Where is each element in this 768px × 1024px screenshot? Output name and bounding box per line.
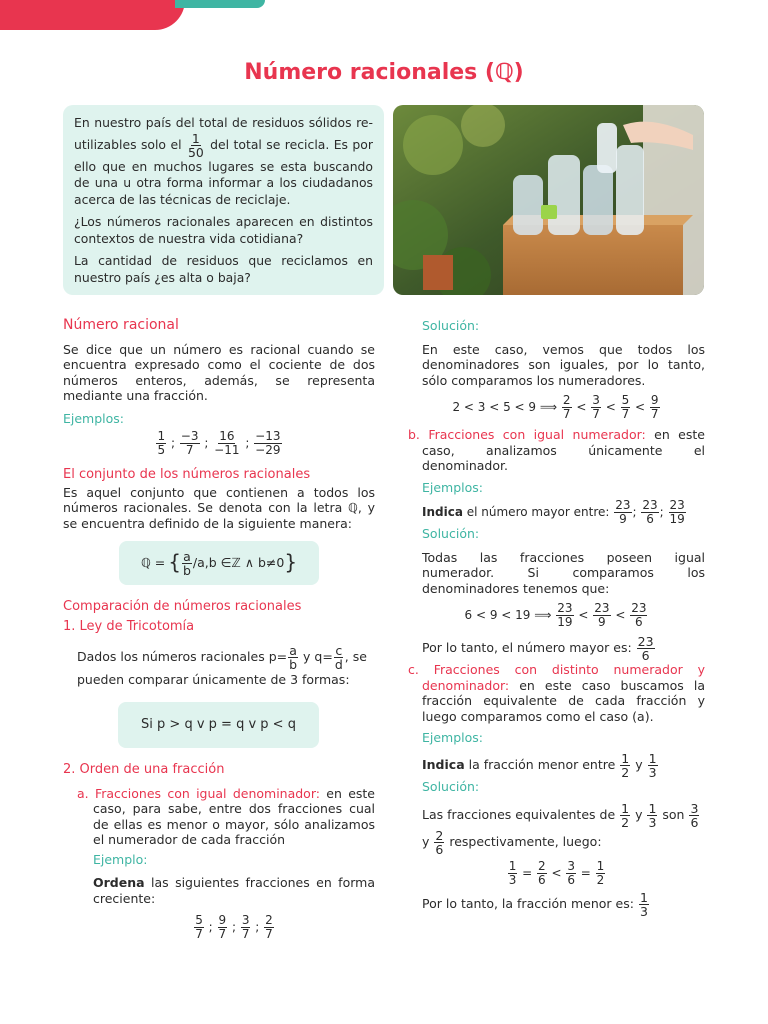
ordena-text: Ordena las siguientes fracciones en forma creciente: [93,875,375,906]
heading-orden-fraccion: 2. Orden de una fracción [63,762,225,777]
fraction: $\frac{9}{7}$ [218,913,227,941]
final-equation: $\frac{1}{3}$ = $\frac{2}{6}$ < $\frac{3}{6}$ = $\frac{1}{2}$ [508,859,605,887]
heading-comparacion: Comparación de números racionales [63,599,302,614]
ordena-fractions: $\frac{5}{7}$ ; $\frac{9}{7}$ ; $\frac{3}{7}$ ; $\frac{2}{7}$ [195,913,273,941]
intro-paragraph-1: En nuestro país del total de residuos sólidos re-utilizables solo el $\frac{1}{50}$ del total se recicla. Es por ello que en muchos lugares se esta buscando de una u otra forma informar a los ciudadanos acerca de las técnicas de reciclaje. [74,115,373,207]
definition-text: Se dice que un número es racional cuando se encuentra expresado como el cociente de dos números enteros, además, se representa mediante una fracción. [63,341,375,403]
fraction: $\frac{1}{3}$ [648,750,657,780]
fraction: $\frac{1}{2}$ [596,859,605,887]
tricotomia-box: Si p > q v p = q v p < q [118,702,319,748]
equivalent-text: Las fracciones equivalentes de $\frac{1}{2}$ y $\frac{1}{3}$ son $\frac{3}{6}$ y $\frac{2}{6}$ respectivamente, luego: [422,801,699,857]
item-a: a. Fracciones con igual denominador: en este caso, para sabe, entre dos fracciones cual de ellas es menor o mayor, sólo analizamos el numerador de cada fracción [77,785,375,847]
heading-conjunto: El conjunto de los números racionales [63,467,311,482]
heading-numero-racional: Número racional [63,317,179,333]
fraction: $\frac{3}{7}$ [592,393,600,421]
header-band-teal [175,0,265,8]
right-column [408,318,705,918]
fraction: $\frac{5}{7}$ [195,913,203,941]
fraction: $\frac{23}{19}$ [669,498,685,526]
fraction: $\frac{2}{7}$ [265,913,273,941]
fraction: $\frac{3}{6}$ [567,859,575,887]
solution-label: Solución: [422,318,480,333]
fraction: $\frac{1}{50}$ [187,130,204,160]
fraction: $\frac{23}{6}$ [631,601,647,629]
indica-2-text: Indica la fracción menor entre $\frac{1}{2}$ y $\frac{1}{3}$ [422,750,657,780]
solution-label-3: Solución: [422,778,480,794]
fraction: $\frac{1}{3}$ [639,890,648,919]
examples-label: Ejemplos: [422,479,484,495]
inequality-1: 2 < 3 < 5 < 9 ⟹ $\frac{2}{7}$ < $\frac{3}{7}$ < $\frac{5}{7}$ < $\frac{9}{7}$ [452,393,659,421]
examples-label-2: Ejemplos: [422,730,484,745]
dados-text: Dados los números racionales p= $\frac{a}{b}$ y q= $\frac{c}{d}$ , se pueden comparar únicamente de 3 formas: [77,643,367,687]
fraction: $\frac{23}{9}$ [615,498,631,526]
solution-1-text: En este caso, vemos que todos los denominadores son iguales, por lo tanto, sólo comparamos los numeradores. [422,341,705,388]
intro-paragraph-3: La cantidad de residuos que reciclamos en nuestro país ¿es alta o baja? [74,253,373,285]
item-c: c. Fracciones con distinto numerador y denominador: en este caso buscamos la fracción equivalente de cada fracción y luego comparamos como el caso (a). [408,662,705,724]
header-band-red [0,0,185,30]
examples-label: Ejemplos: [63,410,125,426]
fraction: $\frac{1}{2}$ [621,750,630,780]
page-title: Número racionales (ℚ) [244,60,524,85]
left-column [63,318,375,941]
fraction: $\frac{23}{19}$ [557,601,573,629]
fraction: $\frac{9}{7}$ [650,393,659,421]
solution-2-text: Todas las fracciones poseen igual numerador. Si comparamos los denominadores tenemos que: [422,549,705,596]
example-label: Ejemplo: [93,851,148,867]
fraction: $\frac{1}{3}$ [648,801,657,830]
solution-label-2: Solución: [422,526,480,541]
fraction: $\frac{23}{6}$ [642,498,658,526]
fraction: $\frac{16}{-11}$ [214,429,240,457]
conjunto-text: Es aquel conjunto que contienen a todos los números racionales. Se denota con la letra ℚ, y se encuentra definido de la siguiente manera: [63,484,375,531]
item-b: b. Fracciones con igual numerador: en este caso, analizamos únicamente el denominador. [408,427,705,473]
fraction: $\frac{2}{6}$ [435,828,444,857]
fraction: $\frac{a}{b}$ [289,643,298,672]
fraction: $\frac{c}{d}$ [334,643,343,672]
indica-text: Indica el número mayor entre: $\frac{23}{9}$ ; $\frac{23}{6}$ ; $\frac{23}{19}$ [422,498,685,526]
set-definition-box: ℚ = { $\frac{a}{b}$ /a,b ∈ℤ ∧ b≠0 } [119,541,319,585]
mayor-result: Por lo tanto, el número mayor es: $\frac{23}{6}$ [422,634,654,663]
inequality-2: 6 < 9 < 19 ⟹ $\frac{23}{19}$ < $\frac{23}{9}$ < $\frac{23}{6}$ [464,601,647,629]
fraction: $\frac{2}{7}$ [562,393,571,421]
fraction: $\frac{-3}{7}$ [180,429,199,457]
fraction: $\frac{23}{9}$ [594,601,610,629]
fraction: $\frac{3}{6}$ [690,801,699,830]
intro-paragraph-2: ¿Los números racionales aparecen en distintos contextos de nuestra vida cotidiana? [74,214,373,246]
examples-fractions: $\frac{1}{5}$ ; $\frac{-3}{7}$ ; $\frac{16}{-11}$ ; $\frac{-13}{-29}$ [157,429,281,457]
fraction: $\frac{1}{3}$ [508,859,517,887]
recycling-photo [393,105,704,295]
fraction: $\frac{1}{2}$ [621,801,630,830]
fraction: $\frac{3}{7}$ [241,913,250,941]
fraction: $\frac{2}{6}$ [538,859,546,887]
fraction: $\frac{1}{5}$ [157,429,166,457]
fraction: $\frac{5}{7}$ [621,393,630,421]
fraction: $\frac{-13}{-29}$ [255,429,281,457]
heading-ley-tricotomia: 1. Ley de Tricotomía [63,618,195,634]
intro-box [63,105,384,295]
menor-result: Por lo tanto, la fracción menor es: $\frac{1}{3}$ [422,890,648,919]
fraction: $\frac{a}{b}$ [182,548,191,578]
fraction: $\frac{23}{6}$ [637,634,654,663]
